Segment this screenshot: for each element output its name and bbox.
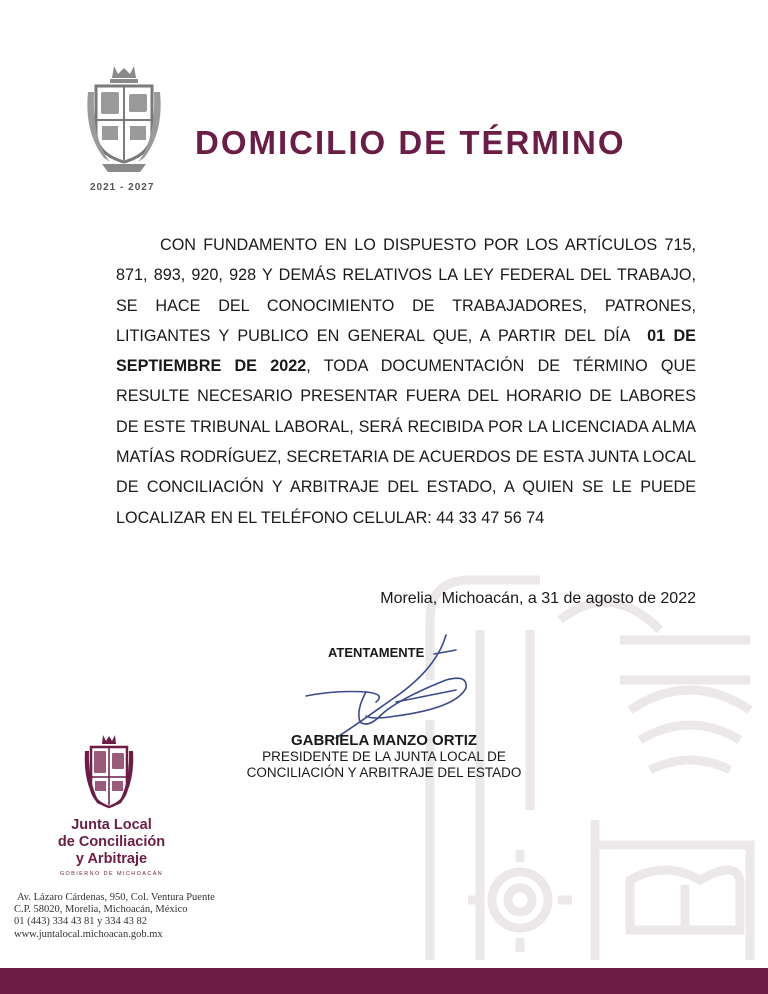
- address-line2: C.P. 58020, Morelia, Michoacán, México: [14, 904, 188, 916]
- junta-local-seal-icon: [83, 733, 135, 813]
- body-text-part2: , TODA DOCUMENTACIÓN DE TÉRMINO QUE RESULTE NECESARIO PRESENTAR FUERA DEL HORARIO DE LABORES DE ESTE TRIBUNAL LABORAL, SERÁ RECIBIDA POR LA LICENCIADA ALMA MATÍAS RODRÍGUEZ, SECRETARIA DE ACUERDOS DE ESTA JUNTA LOCAL DE CONCILIACIÓN Y ARBITRAJE DEL ESTADO, A QUIEN SE LE PUEDE LOCALIZAR EN EL TELÉFONO CELULAR: 44 33 47 56 74: [116, 357, 696, 527]
- signer-role-line1: PRESIDENTE DE LA JUNTA LOCAL DE: [262, 749, 506, 764]
- address-line1: Av. Lázaro Cárdenas, 950, Col. Ventura Puente: [17, 892, 215, 903]
- body-text-part1: CON FUNDAMENTO EN LO DISPUESTO POR LOS ARTÍCULOS 715, 871, 893, 920, 928 Y DEMÁS RELATIVOS LA LEY FEDERAL DEL TRABAJO, SE HACE DEL CONOCIMIENTO DE TRABAJADORES, PATRONES, LITIGANTES Y PUBLICO EN GENERAL QUE, A PARTIR DEL DÍA: [116, 236, 696, 345]
- handwritten-signature: [296, 630, 476, 740]
- government-label: GOBIERNO DE MICHOACÁN: [59, 871, 164, 877]
- signer-name: GABRIELA MANZO ORTIZ: [290, 732, 478, 749]
- institution-line2: de Conciliación: [57, 834, 166, 850]
- address-block: [14, 892, 215, 941]
- place-and-date: Morelia, Michoacán, a 31 de agosto de 2022: [380, 590, 696, 607]
- signer-role-line2: CONCILIACIÓN Y ARBITRAJE DEL ESTADO: [246, 765, 522, 780]
- page-title: DOMICILIO DE TÉRMINO: [195, 124, 626, 161]
- address-website: www.juntalocal.michoacan.gob.mx: [14, 928, 163, 940]
- institution-name: [44, 817, 179, 868]
- address-phone: 01 (443) 334 43 81 y 334 43 82: [14, 916, 147, 928]
- institution-line3: y Arbitraje: [75, 851, 148, 867]
- michoacan-coat-of-arms-icon: [84, 62, 164, 174]
- institution-line1: Junta Local: [71, 817, 152, 833]
- term-years: 2021 - 2027: [90, 182, 155, 193]
- closing: ATENTAMENTE: [328, 645, 425, 660]
- footer-bar: [0, 968, 768, 994]
- body-paragraph: [116, 230, 696, 533]
- effective-date: 01 DE SEPTIEMBRE DE 2022: [116, 326, 696, 376]
